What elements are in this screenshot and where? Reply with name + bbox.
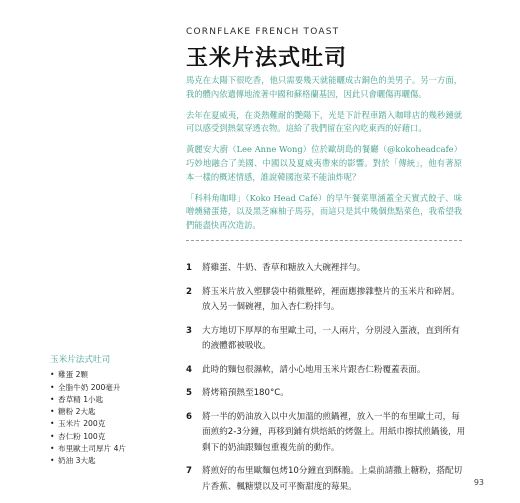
step-number: 6 <box>186 411 192 422</box>
step-number: 1 <box>186 263 192 273</box>
ingredient-item: • 雞蛋 2顆 <box>50 369 170 381</box>
intro-paragraph: 「科科角咖啡」（Koko Head Café）的早午餐菜單涵蓋全天實式餃子、味噌燻豬蛋捲，以及黑芝麻柚子馬芬，而這只是其中幾個焦點菜色，我希望我們能盡快再次造訪。 <box>186 192 462 231</box>
step-text: 將煎好的布里歐麵包烤10分鐘直到酥脆。上桌前請撒上糖粉，搭配切片香蕉、楓糖漿以及可平衡甜度的莓果。 <box>202 466 463 492</box>
intro-paragraph: 黃麗安大廚（Lee Anne Wong）位於歐胡島的餐廳（@kokoheadcafe）巧妙地融合了美國、中國以及夏威夷帶來的影響。對於「傳統」，他有著原本一樣的概述情感，誰說韓國泡菜不能油炸呢？ <box>186 144 462 182</box>
step-number: 3 <box>186 325 192 336</box>
step-number: 4 <box>186 364 192 375</box>
intro-paragraph: 去年在夏威夷，在炎熱難耐的艷陽下，光是下計程車踏入咖啡店的幾秒鐘就可以感受到熱氣穿透衣物。這給了我們留在室內吃東西的好藉口。 <box>186 109 462 134</box>
step-text: 將玉米片放入塑膠袋中稍微壓碎，裡面應掺雜整片的玉米片和碎屑。放入另一個碗裡，加入杏仁粉拌勻。 <box>202 286 460 312</box>
ingredient-item: • 香草精 1小匙 <box>50 394 170 406</box>
ingredient-item: • 布里歐土司厚片 4片 <box>50 443 170 455</box>
step-number: 7 <box>186 466 192 476</box>
ingredient-item: • 玉米片 200克 <box>50 418 170 430</box>
recipe-intro <box>186 74 462 240</box>
step-text: 大方地切下厚厚的布里歐土司，一人兩片，分別浸入蛋液，直到所有的液體都被吸收。 <box>202 325 460 351</box>
step-item <box>186 324 466 355</box>
step-item <box>186 285 466 316</box>
step-item <box>186 464 466 495</box>
step-text: 將雞蛋、牛奶、香草和糖放入大碗裡拌勻。 <box>202 263 366 273</box>
recipe-english-title: CORNFLAKE FRENCH TOAST <box>186 27 340 37</box>
step-number: 2 <box>186 286 192 297</box>
ingredient-item: • 杏仁粉 100克 <box>50 431 170 443</box>
method-steps <box>186 261 466 503</box>
step-item <box>186 386 466 402</box>
ingredients-title: 玉米片法式吐司 <box>50 355 111 365</box>
step-item <box>186 363 466 379</box>
step-item <box>186 410 466 457</box>
ingredient-item: • 全脂牛奶 200毫升 <box>50 382 170 394</box>
ingredient-item: • 奶油 3大匙 <box>50 455 170 467</box>
step-text: 將烤箱預熱至180°C。 <box>202 388 289 398</box>
step-text: 將一半的奶油放入以中火加溫的煎鍋裡，放入一半的布里歐土司，每面煎約2-3分鐘，再移到鋪有烘焙紙的烤盤上。用紙巾擦拭煎鍋後，用剩下的奶油跟麵包重複先前的動作。 <box>202 411 466 453</box>
ingredient-item: • 糖粉 2大匙 <box>50 406 170 418</box>
step-number: 5 <box>186 388 192 398</box>
step-item <box>186 261 466 277</box>
intro-paragraph: 馬克在太陽下很吃香，他只需要幾天就能曬成古銅色的美男子。另一方面，我的體內依遺傳地流著中國和蘇格蘭基因，因此只會曬傷再曬傷。 <box>186 75 462 99</box>
recipe-title: 玉米片法式吐司 <box>186 46 348 71</box>
section-divider <box>186 240 462 241</box>
step-text: 此時的麵包很濕軟，請小心地用玉米片跟杏仁粉覆蓋表面。 <box>202 364 426 375</box>
ingredients-list <box>50 354 170 468</box>
page-number: 93 <box>473 478 484 487</box>
